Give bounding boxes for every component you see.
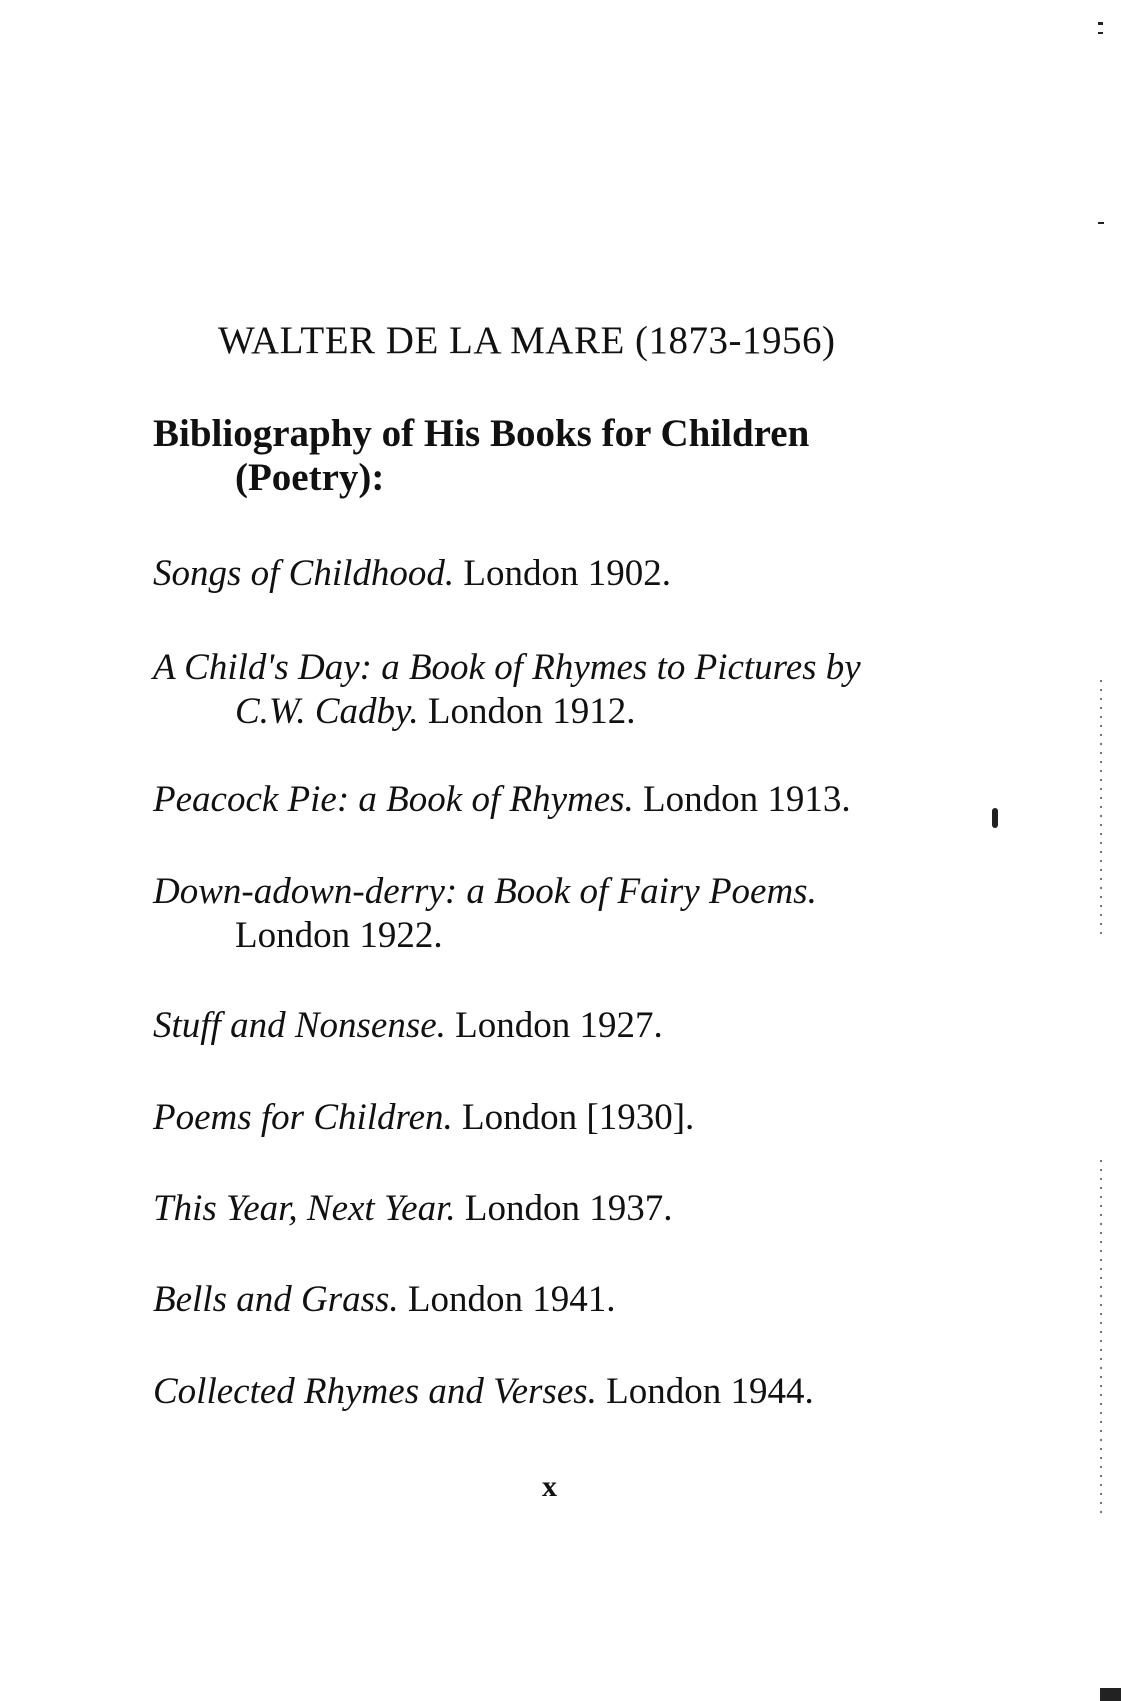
scan-speck (1098, 32, 1103, 34)
entry-imprint: London 1913. (643, 779, 851, 820)
entry-title: Down-adown-derry: a Book of Fairy Poems. (153, 871, 817, 912)
entry-title: Poems for Children. (153, 1097, 453, 1138)
scan-speck (1098, 222, 1104, 224)
scan-speck (1098, 22, 1103, 25)
entry-title: Peacock Pie: a Book of Rhymes. (153, 779, 634, 820)
bibliography-entry (153, 1004, 958, 1048)
entry-continuation (153, 690, 958, 734)
author-heading: WALTER DE LA MARE (1873-1956) (218, 319, 836, 362)
scan-edge-dots (1100, 680, 1102, 940)
entry-imprint: London 1922. (235, 915, 443, 956)
bibliography-entry (153, 1187, 958, 1231)
scan-edge-shadow (1100, 1688, 1121, 1701)
bibliography-entry (153, 778, 958, 822)
bibliography-entry (153, 1278, 958, 1322)
section-heading-line1: Bibliography of His Books for Children (153, 412, 810, 455)
entry-title: Songs of Childhood. (153, 553, 455, 594)
entry-imprint: London 1912. (427, 691, 636, 732)
section-heading-line2: (Poetry): (235, 456, 385, 499)
bibliography-entry (153, 1096, 958, 1140)
entry-imprint: London 1944. (606, 1371, 814, 1412)
bibliography-entry (153, 552, 958, 596)
entry-title: A Child's Day: a Book of Rhymes to Pictures by (153, 647, 861, 688)
entry-imprint: London [1930]. (462, 1097, 695, 1138)
scan-edge-dots (1100, 1160, 1102, 1520)
entry-title: This Year, Next Year. (153, 1188, 456, 1229)
bibliography-entry (153, 646, 958, 734)
section-heading (153, 412, 958, 500)
bibliography-entry (153, 870, 958, 958)
entry-title: Collected Rhymes and Verses. (153, 1371, 597, 1412)
entry-imprint: London 1902. (463, 553, 672, 594)
entry-imprint: London 1927. (455, 1005, 663, 1046)
bibliography-entry (153, 1370, 958, 1414)
ink-mark (992, 808, 998, 828)
entry-title: Bells and Grass. (153, 1279, 399, 1320)
entry-imprint: London 1941. (407, 1279, 616, 1320)
page-number: x (542, 1470, 557, 1503)
entry-title-continued: C.W. Cadby. (235, 691, 419, 732)
entry-title: Stuff and Nonsense. (153, 1005, 446, 1046)
entry-imprint: London 1937. (464, 1188, 673, 1229)
